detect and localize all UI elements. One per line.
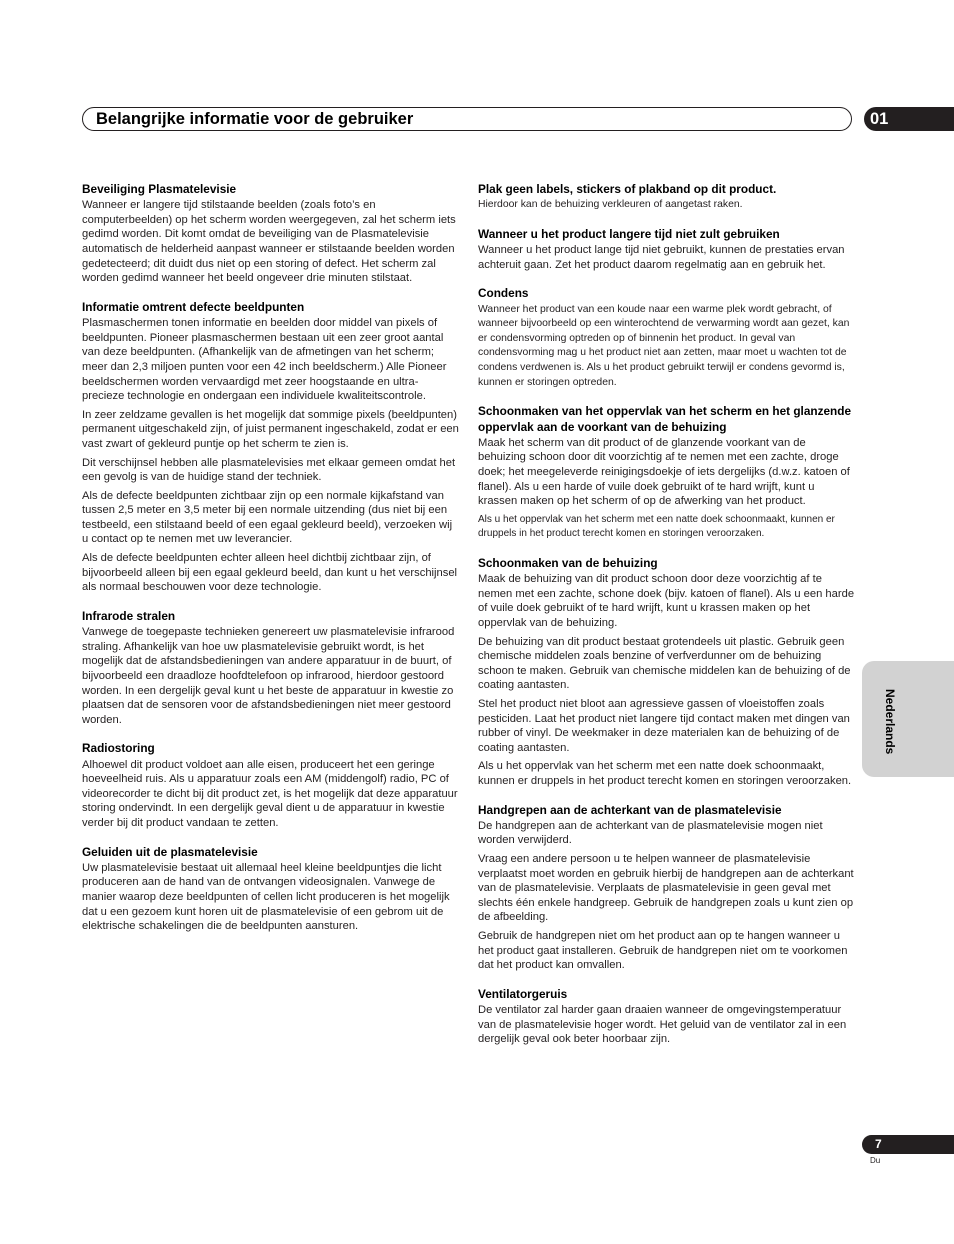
paragraph: Als de defecte beeldpunten zichtbaar zijn op een normale kijkafstand van tussen 2,5 meter en 3,5 meter bij een normale uitzending (dus niet bij een testbeeld, een stilstaand beeld of een egaal gekleurd beeld), verzoeken wij u contact op te nemen met uw leverancier. bbox=[82, 489, 453, 546]
page-title: Belangrijke informatie voor de gebruiker bbox=[96, 110, 414, 128]
section-heading: Beveiliging Plasmatelevisie bbox=[82, 182, 237, 196]
paragraph: Dit verschijnsel hebben alle plasmatelevisies met elkaar gemeen omdat het een gevolg is van de huidige stand der techniek. bbox=[82, 456, 456, 484]
paragraph: Als u het oppervlak van het scherm met een natte doek schoonmaakt, kunnen er druppels in het product terecht komen en storingen veroorzaken. bbox=[478, 760, 852, 787]
paragraph: Stel het product niet bloot aan agressieve gassen of vloeistoffen zoals pesticiden. Laat het product niet langere tijd contact maken met dingen van rubber of vinyl. De weekmaker in deze materialen kan de behuizing of de coating aantasten. bbox=[478, 698, 850, 754]
paragraph: Vanwege de toegepaste technieken genereert uw plasmatelevisie infrarood straling. Afhankelijk van hoe uw plasmatelevisie gebruikt wordt, is het mogelijk dat de afstandsbedieningen van andere apparatuur in de buurt, of bijvoorbeeld een draadloze hoofdtelefoon op infrarood, hierdoor gestoord worden. In een dergelijk geval kunt u het beste de apparatuur in kwestie zo plaatsen dat de sensoren voor de afstandsbedieningen niet meer gestoord worden. bbox=[82, 626, 455, 726]
paragraph: Hierdoor kan de behuizing verkleuren of aangetast raken. bbox=[478, 199, 743, 211]
language-label: Nederlands bbox=[883, 689, 897, 755]
right-column bbox=[478, 182, 856, 1061]
left-column bbox=[82, 182, 460, 948]
paragraph: Wanneer er langere tijd stilstaande beelden (zoals foto’s en computerbeelden) op het scherm worden weergegeven, zal het scherm iets gedimd worden. Dit komt omdat de beveiliging van de Plasmatelevisie automatisch de helderheid aanpast wanneer er stilstaande beelden worden gedetecteerd; dit duidt dus niet op een storing of defect. Het scherm zal worden gedimd wanneer het beeld ongeveer drie minuten stilstaat. bbox=[82, 199, 456, 285]
section-infrarode-stralen bbox=[82, 609, 460, 727]
page-number: 7 bbox=[875, 1137, 882, 1151]
section-heading: Wanneer u het product langere tijd niet zult gebruiken bbox=[478, 226, 780, 241]
paragraph: Wanneer het product van een koude naar een warme plek wordt gebracht, of wanneer bijvoorbeeld op een winterochtend de verwarming wordt aan gezet, kan er condensvorming optreden op of binnenin het product. In geval van condensvorming mag u het product niet aan zetten, maar moet u wachten tot de condens verdwenen is. Als u het product gebruikt terwijl er condens gevormd is, kunnen er storingen optreden. bbox=[478, 303, 850, 388]
paragraph: De ventilator zal harder gaan draaien wanneer de omgevingstemperatuur van de plasmatelevisie hoger wordt. Het geluid van de ventilator zal in een dergelijk geval ook beter hoorbaar zijn. bbox=[478, 1004, 847, 1046]
paragraph: In zeer zeldzame gevallen is het mogelijk dat sommige pixels (beeldpunten) permanent uitgeschakeld zijn, of juist permanent ingeschakeld, zodat er een vast zwart of gekleurd puntje op het scherm te zien is. bbox=[82, 408, 459, 450]
paragraph: Gebruik de handgrepen niet om het product aan op te hangen wanneer u het product gaat installeren. Gebruik de handgrepen niet om te voorkomen dat het product kan omvallen. bbox=[478, 930, 848, 972]
section-schoonmaken-scherm bbox=[478, 404, 856, 542]
section-heading: Schoonmaken van het oppervlak van het scherm en het glanzende oppervlak aan de voorkant van de behuizing bbox=[478, 404, 852, 434]
paragraph: Maak de behuizing van dit product schoon door deze voorzichtig af te nemen met een zachte, schone doek (bijv. katoen of flanel). Als u een harde of vuile doek gebruikt of te hard wrijft, kunt u krassen maken op het oppervlak van de behuizing. bbox=[478, 573, 855, 630]
section-handgrepen bbox=[478, 803, 856, 973]
paragraph: Alhoewel dit product voldoet aan alle eisen, produceert het een geringe hoeveelheid ruis. Als u apparatuur zoals een AM (middengolf) radio, PC of videorecorder te dicht bij dit product zet, is het mogelijk dat deze apparatuur storing ondervindt. In een dergelijk geval dient u de apparatuur in kwestie verder bij dit product vandaan te zetten. bbox=[82, 758, 458, 829]
paragraph: Als de defecte beeldpunten echter alleen heel dichtbij zichtbaar zijn, of bijvoorbeeld alleen bij een egaal gekleurd beeld, dan kunt u het verschijnsel als normaal beschouwen voor deze technologie. bbox=[82, 552, 458, 594]
section-heading: Plak geen labels, stickers of plakband op dit product. bbox=[478, 182, 777, 196]
page-language-code: Du bbox=[870, 1156, 881, 1165]
section-geluiden bbox=[82, 845, 460, 934]
paragraph: Plasmaschermen tonen informatie en beelden door middel van pixels of beeldpunten. Pioneer plasmaschermen bestaan uit een zeer groot aantal van deze beeldpunten. (Afhankelijk van de afmetingen van het scherm; meer dan 2,3 miljoen punten voor een 42 inch beeldscherm.) Alle Pioneer beeldschermen worden vervaardigd met zeer hoogstaande en ultra-precieze technologie en ondergaan een individuele kwaliteitscontrole. bbox=[82, 317, 447, 403]
section-ventilatorgeruis bbox=[478, 987, 856, 1047]
paragraph: Uw plasmatelevisie bestaat uit allemaal heel kleine beeldpuntjes die licht produceren aan de hand van de ontvangen videosignalen. Vanwege de manier waarop deze beeldpunten of cellen licht produceren is het mogelijk dat u een gezoem kunt horen uit de plasmatelevisie of een gebrom uit de elektrische schakelingen die de beeldpunten aansturen. bbox=[82, 861, 450, 933]
paragraph: Maak het scherm van dit product of de glanzende voorkant van de behuizing schoon door dit voorzichtig af te nemen met een zachte, droge doek; het meegeleverde reinigingsdoekje of iets dergelijks (d.w.z. katoen of flanel). Als u een harde of vuile doek gebruikt of te hard wrijft, kunt u krassen maken op het scherm of op de afwerking van het product. bbox=[478, 436, 850, 508]
section-heading: Ventilatorgeruis bbox=[478, 986, 568, 1001]
paragraph: De behuizing van dit product bestaat grotendeels uit plastic. Gebruik geen chemische middelen zoals benzine of verfverdunner om de behuizing schoon te maken. Gebruik van chemische middelen kan de behuizing of de coating aantasten. bbox=[478, 635, 851, 692]
paragraph: De handgrepen aan de achterkant van de plasmatelevisie mogen niet worden verwijderd. bbox=[478, 819, 823, 847]
section-heading: Schoonmaken van de behuizing bbox=[478, 555, 658, 570]
paragraph: Als u het oppervlak van het scherm met een natte doek schoonmaakt, kunnen er druppels in het product terecht komen en storingen veroorzaken. bbox=[478, 513, 835, 540]
section-heading: Geluiden uit de plasmatelevisie bbox=[82, 844, 258, 859]
paragraph: Vraag een andere persoon u te helpen wanneer de plasmatelevisie verplaatst moet worden en gebruik hierbij de handgrepen aan de achterkant van de plasmatelevisie. Verplaats de plasmatelevisie in geen geval met slechts één enkele handgreep. Gebruik de handgrepen zoals u kunt zien op de afbeelding. bbox=[478, 853, 854, 924]
language-tab bbox=[862, 661, 954, 777]
section-heading: Informatie omtrent defecte beeldpunten bbox=[82, 299, 305, 314]
section-heading: Radiostoring bbox=[82, 741, 155, 756]
section-beveiliging bbox=[82, 182, 460, 286]
section-langere-tijd bbox=[478, 227, 856, 272]
section-defecte-beeldpunten bbox=[82, 300, 460, 595]
paragraph: Wanneer u het product lange tijd niet gebruikt, kunnen de prestaties ervan achteruit gaan. Zet het product daarom regelmatig aan en gebruik het. bbox=[478, 244, 845, 271]
section-heading: Infrarode stralen bbox=[82, 608, 176, 623]
section-heading: Handgrepen aan de achterkant van de plasmatelevisie bbox=[478, 802, 782, 817]
section-schoonmaken-behuizing bbox=[478, 556, 856, 789]
section-heading: Condens bbox=[478, 286, 529, 301]
section-radiostoring bbox=[82, 741, 460, 830]
section-condens bbox=[478, 286, 856, 390]
chapter-number: 01 bbox=[870, 110, 889, 128]
section-labels bbox=[478, 182, 856, 213]
